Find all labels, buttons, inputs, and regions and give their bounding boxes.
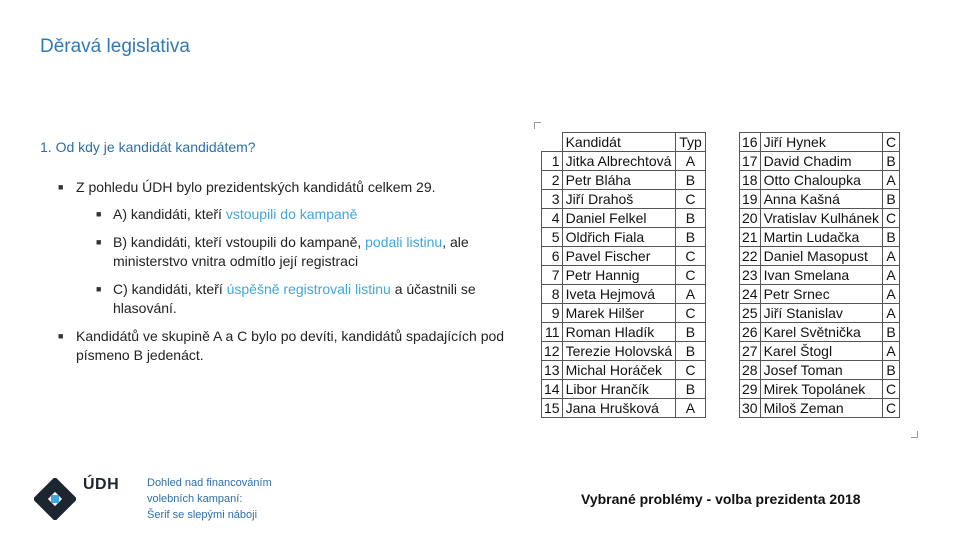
candidate-name: Mirek Topolánek (760, 380, 882, 399)
candidate-number: 13 (542, 361, 563, 380)
footer-note-line: volebních kampaní: (147, 493, 243, 505)
candidate-number: 29 (740, 380, 761, 399)
sub-bullet-b-suffix: , ale ministerstvo vnitra odmítlo její registraci (113, 234, 469, 269)
candidate-number: 23 (740, 266, 761, 285)
candidate-type: A (676, 285, 706, 304)
candidate-type: A (883, 342, 900, 361)
table-row (740, 228, 900, 247)
sub-bullet-c-text: C) kandidáti, kteří (113, 281, 227, 297)
candidate-number: 8 (542, 285, 563, 304)
candidate-type: C (676, 361, 706, 380)
slide-title: Děravá legislativa (40, 36, 190, 57)
table-row (542, 171, 706, 190)
udh-logo-icon (34, 478, 76, 520)
candidate-type: C (883, 133, 900, 152)
candidate-type: B (883, 152, 900, 171)
table-row (740, 285, 900, 304)
candidate-name: Jitka Albrechtová (562, 152, 676, 171)
candidate-number: 17 (740, 152, 761, 171)
table-row (542, 380, 706, 399)
table-row (740, 361, 900, 380)
candidate-number: 3 (542, 190, 563, 209)
candidate-name: Daniel Masopust (760, 247, 882, 266)
candidate-type: B (676, 323, 706, 342)
table-row (740, 152, 900, 171)
table-row (542, 285, 706, 304)
candidate-type: B (883, 228, 900, 247)
sub-bullet-b-text: B) kandidáti, kteří vstoupili do kampaně, (113, 234, 366, 250)
candidate-number: 27 (740, 342, 761, 361)
header-type: Typ (676, 133, 706, 152)
bullet-marker-icon: ■ (96, 237, 102, 247)
candidate-type: A (676, 399, 706, 418)
bullet-text: Kandidátů ve skupině A a C bylo po devíti, kandidátů spadajících pod písmeno B jedenáct. (76, 328, 505, 363)
candidate-number: 19 (740, 190, 761, 209)
sub-bullet-c (40, 280, 518, 318)
candidate-name: Jiří Drahoš (562, 190, 676, 209)
table-row (740, 399, 900, 418)
candidate-number: 24 (740, 285, 761, 304)
header-candidate: Kandidát (562, 133, 676, 152)
candidate-name: Petr Bláha (562, 171, 676, 190)
question-heading: 1. Od kdy je kandidát kandidátem? (40, 139, 256, 155)
table-row (542, 209, 706, 228)
sub-bullet-c-highlight: úspěšně registrovali listinu (226, 281, 391, 297)
header-blank-cell (542, 133, 563, 152)
table-header-row (542, 133, 706, 152)
candidate-number: 22 (740, 247, 761, 266)
candidate-number: 11 (542, 323, 563, 342)
candidate-type: A (883, 247, 900, 266)
candidate-name: Karel Štogl (760, 342, 882, 361)
candidate-name: Karel Světnička (760, 323, 882, 342)
bullet-list (40, 178, 518, 373)
candidate-type: B (676, 228, 706, 247)
candidate-number: 5 (542, 228, 563, 247)
candidate-type: A (883, 171, 900, 190)
table-row (740, 342, 900, 361)
table-row (740, 304, 900, 323)
candidate-name: Roman Hladík (562, 323, 676, 342)
candidate-name: Petr Hannig (562, 266, 676, 285)
sub-bullet-a-text: A) kandidáti, kteří (113, 206, 226, 222)
table-row (542, 304, 706, 323)
table-row (740, 133, 900, 152)
sub-bullet-a-highlight: vstoupili do kampaně (225, 206, 358, 222)
candidate-type: C (676, 247, 706, 266)
sub-bullet-c-suffix: a účastnili se hlasování. (113, 281, 476, 316)
candidate-type: C (883, 399, 900, 418)
candidate-type: C (883, 209, 900, 228)
sub-bullet-b (40, 233, 518, 271)
table-row (740, 247, 900, 266)
table-row (542, 247, 706, 266)
footer-note-line: Dohled nad financováním (147, 477, 272, 489)
table-row (740, 209, 900, 228)
candidate-name: Josef Toman (760, 361, 882, 380)
candidate-type: B (883, 190, 900, 209)
candidate-type: C (676, 266, 706, 285)
candidate-name: Martin Ludačka (760, 228, 882, 247)
candidate-name: David Chadim (760, 152, 882, 171)
candidate-name: Oldřich Fiala (562, 228, 676, 247)
table-selection-corner (534, 122, 541, 129)
candidate-name: Jiří Hynek (760, 133, 882, 152)
candidate-name: Michal Horáček (562, 361, 676, 380)
candidate-table-right (739, 132, 900, 418)
bullet-text: Z pohledu ÚDH bylo prezidentských kandidátů celkem 29. (76, 179, 436, 195)
candidate-number: 2 (542, 171, 563, 190)
candidate-type: C (883, 380, 900, 399)
candidate-name: Libor Hrančík (562, 380, 676, 399)
candidate-number: 16 (740, 133, 761, 152)
candidate-name: Vratislav Kulhánek (760, 209, 882, 228)
table-row (740, 266, 900, 285)
table-row (542, 342, 706, 361)
logo-text: ÚDH (83, 476, 120, 493)
candidate-name: Daniel Felkel (562, 209, 676, 228)
candidate-name: Anna Kašná (760, 190, 882, 209)
candidate-type: B (676, 380, 706, 399)
candidate-type: C (676, 304, 706, 323)
table-row (542, 399, 706, 418)
candidate-type: A (676, 152, 706, 171)
candidate-type: A (883, 266, 900, 285)
candidate-number: 15 (542, 399, 563, 418)
candidate-number: 1 (542, 152, 563, 171)
table-selection-corner (911, 431, 918, 438)
candidate-type: B (676, 209, 706, 228)
candidate-number: 26 (740, 323, 761, 342)
sub-bullet-a (40, 205, 518, 224)
candidate-number: 20 (740, 209, 761, 228)
bullet-group-counts (40, 327, 518, 365)
bullet-marker-icon: ■ (58, 331, 64, 341)
candidate-number: 25 (740, 304, 761, 323)
table-row (542, 228, 706, 247)
candidate-name: Miloš Zeman (760, 399, 882, 418)
candidate-number: 30 (740, 399, 761, 418)
bullet-marker-icon: ■ (96, 209, 102, 219)
candidate-type: A (883, 304, 900, 323)
candidate-name: Jana Hrušková (562, 399, 676, 418)
table-row (542, 266, 706, 285)
table-row (542, 190, 706, 209)
bullet-marker-icon: ■ (96, 284, 102, 294)
candidate-type: C (676, 190, 706, 209)
candidate-name: Pavel Fischer (562, 247, 676, 266)
bullet-marker-icon: ■ (58, 182, 64, 192)
table-row (542, 152, 706, 171)
candidate-type: B (883, 361, 900, 380)
candidate-name: Iveta Hejmová (562, 285, 676, 304)
footer-note-line: Šerif se slepými náboji (147, 509, 258, 521)
candidate-name: Petr Srnec (760, 285, 882, 304)
candidate-number: 21 (740, 228, 761, 247)
candidate-number: 28 (740, 361, 761, 380)
footer-title: Vybrané problémy - volba prezidenta 2018 (581, 491, 861, 507)
candidate-number: 7 (542, 266, 563, 285)
candidate-name: Otto Chaloupka (760, 171, 882, 190)
candidate-type: B (883, 323, 900, 342)
candidate-name: Ivan Smelana (760, 266, 882, 285)
candidate-number: 14 (542, 380, 563, 399)
candidate-type: A (883, 285, 900, 304)
candidate-number: 4 (542, 209, 563, 228)
candidate-name: Marek Hilšer (562, 304, 676, 323)
table-row (740, 380, 900, 399)
table-row (740, 171, 900, 190)
sub-bullet-b-highlight: podali listinu (365, 234, 443, 250)
candidate-type: B (676, 342, 706, 361)
candidate-type: B (676, 171, 706, 190)
candidate-number: 12 (542, 342, 563, 361)
table-row (740, 190, 900, 209)
footer-note (147, 475, 272, 523)
candidate-table-left (541, 132, 706, 418)
candidate-number: 9 (542, 304, 563, 323)
table-row (740, 323, 900, 342)
table-row (542, 323, 706, 342)
candidate-number: 6 (542, 247, 563, 266)
candidate-name: Jiří Stanislav (760, 304, 882, 323)
table-row (542, 361, 706, 380)
bullet-total-candidates (40, 178, 518, 197)
candidate-name: Terezie Holovská (562, 342, 676, 361)
candidate-number: 18 (740, 171, 761, 190)
